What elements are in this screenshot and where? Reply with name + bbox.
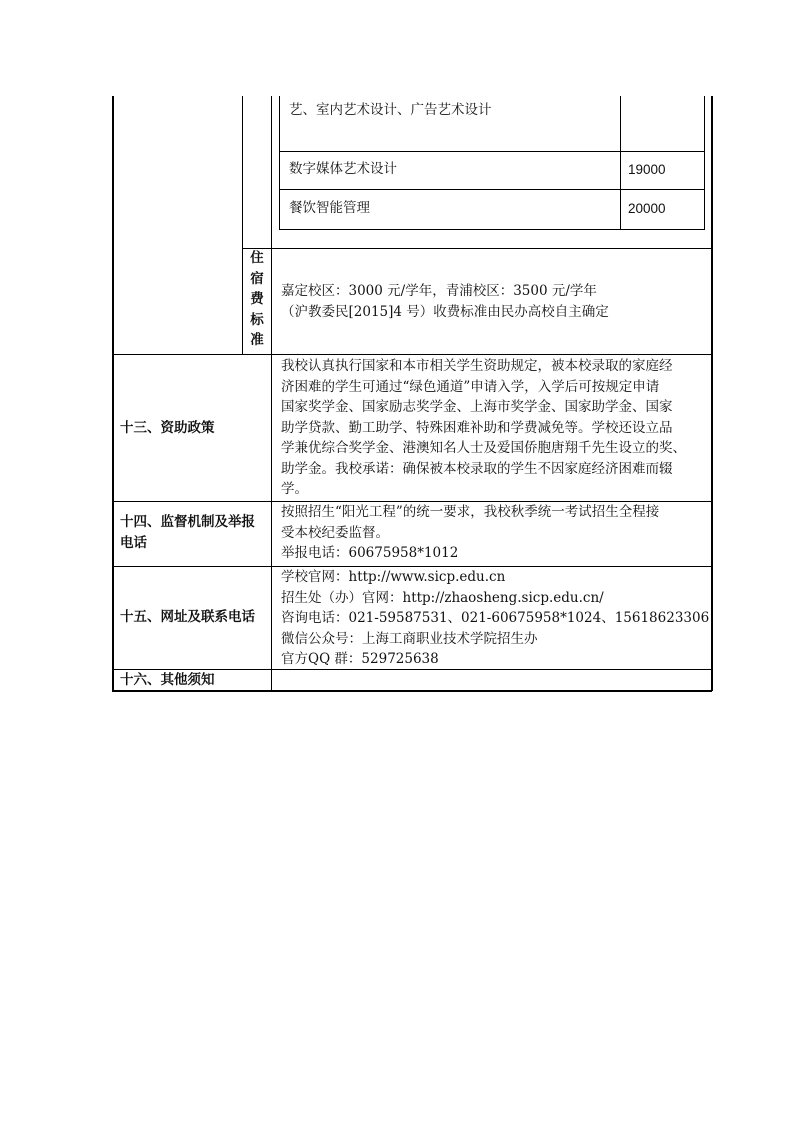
- section15-title: 十五、网址及联系电话: [120, 609, 255, 625]
- section13-line: 助学贷款、勤工助学、特殊困难补助和学费减免等。学校还设立品: [281, 419, 673, 436]
- lodging-label-char: 住: [250, 250, 264, 266]
- table-border-right: [711, 96, 713, 691]
- section14-line: 按照招生“阳光工程”的统一要求，我校秋季统一考试招生全程接: [281, 504, 660, 520]
- table-border-left: [112, 96, 114, 691]
- inner-table-right: [704, 96, 705, 230]
- section13-content: [281, 356, 686, 500]
- lodging-fee-line2: （沪教委民[2015]4 号）收费标准由民办高校自主确定: [281, 304, 609, 320]
- major-digital-media: 数字媒体艺术设计: [289, 161, 397, 177]
- wechat-account-line: 微信公众号：上海工商职业技术学院招生办: [281, 630, 538, 647]
- qq-group-line: 官方QQ 群：529725638: [281, 651, 439, 667]
- admissions-website-line: 招生处（办）官网：http://zhaosheng.sicp.edu.cn/: [281, 589, 604, 606]
- lodging-label-char: 标: [250, 311, 264, 328]
- consult-phone-line: 咨询电话：021-59587531、021-60675958*1024、15618623306: [281, 610, 710, 626]
- section15-content: [281, 567, 709, 670]
- section13-title: 十三、资助政策: [120, 420, 215, 436]
- section16-title: 十六、其他须知: [120, 672, 215, 688]
- fee-catering: 20000: [628, 201, 666, 216]
- official-website-line: 学校官网：http://www.sicp.edu.cn: [281, 569, 506, 585]
- inner-table-left: [279, 96, 280, 230]
- inner-row-line-2: [279, 189, 705, 190]
- section14-content: [281, 502, 659, 564]
- section13-line: 国家奖学金、国家励志奖学金、上海市奖学金、国家助学金、国家: [281, 399, 673, 415]
- lodging-top-line: [242, 248, 712, 249]
- fee-digital-media: 19000: [628, 162, 666, 177]
- section13-line: 学。: [281, 481, 308, 497]
- section14-line: 举报电话：60675958*1012: [281, 545, 459, 561]
- section14-title-line: 电话: [120, 534, 147, 551]
- inner-row-line-3: [279, 229, 705, 230]
- lodging-label-char: 宿: [250, 270, 264, 287]
- section14-line: 受本校纪委监督。: [281, 524, 389, 541]
- major-row-art-continued: 艺、室内艺术设计、广告艺术设计: [289, 102, 492, 118]
- section13-line: 学兼优综合奖学金、港澳知名人士及爱国侨胞唐翔千先生设立的奖、: [281, 440, 686, 456]
- lodging-label-char: 准: [250, 332, 264, 349]
- lodging-label-char: 费: [250, 291, 264, 308]
- lodging-fee-line1: 嘉定校区：3000 元/学年，青浦校区：3500 元/学年: [281, 283, 597, 299]
- inner-fee-divider: [620, 96, 621, 230]
- section13-line: 我校认真执行国家和本市相关学生资助规定，被本校录取的家庭经: [281, 358, 673, 374]
- section13-top-line: [112, 354, 712, 355]
- nested-divider-2: [271, 96, 272, 354]
- inner-row-line-1: [279, 151, 705, 152]
- section14-title: [120, 512, 255, 553]
- section14-title-line: 十四、监督机制及举报: [120, 514, 255, 530]
- section13-line: 济困难的学生可通过“绿色通道”申请入学，入学后可按规定申请: [281, 378, 660, 395]
- column-divider: [271, 354, 272, 691]
- lodging-label: [243, 248, 271, 351]
- major-catering: 餐饮智能管理: [289, 200, 370, 216]
- section13-line: 助学金。我校承诺：确保被本校录取的学生不因家庭经济困难而辍: [281, 460, 673, 477]
